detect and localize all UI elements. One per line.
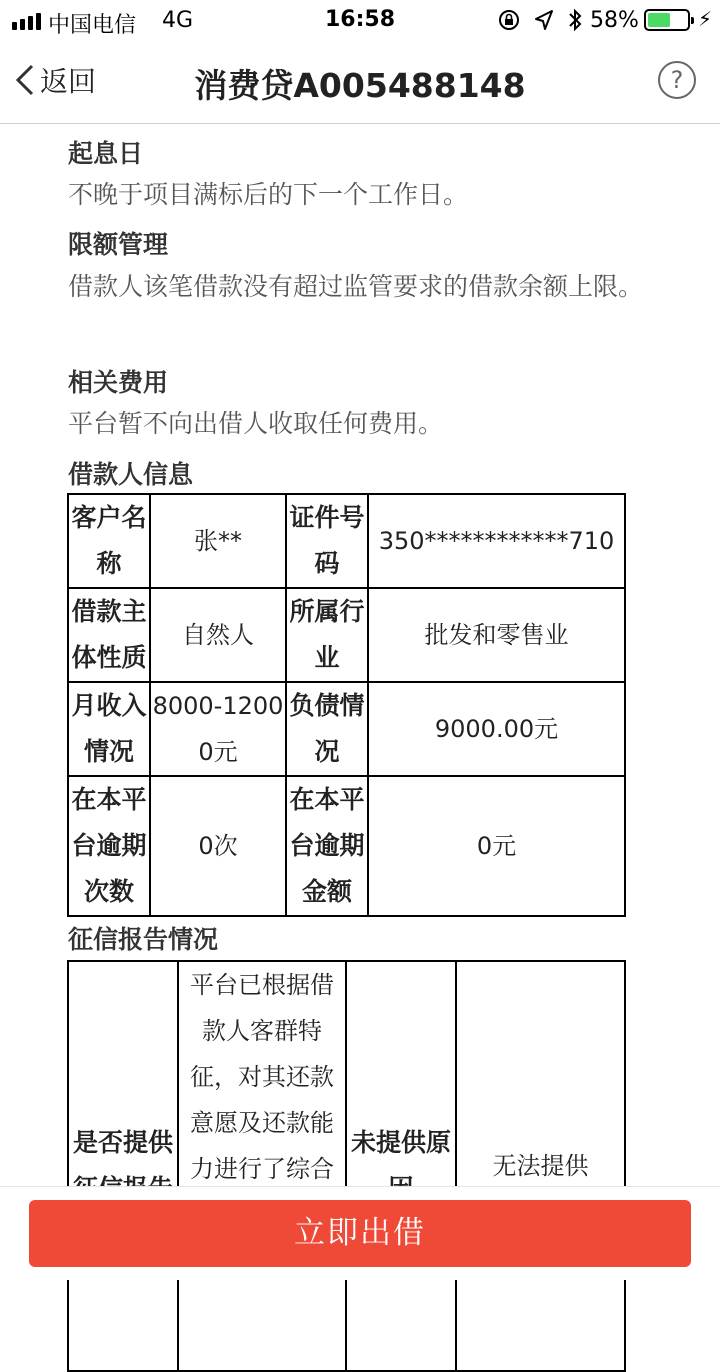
table-cell: 未提供原: [346, 961, 456, 1371]
table-cell: 在本平台逾期金额: [286, 776, 368, 916]
table-cell: 平台已根据借款人客群特征，对其还款意愿及还款能力进行了综合: [178, 961, 346, 1371]
interest-start-text: 不晚于项目满标后的下一个工作日。: [68, 180, 469, 209]
charging-icon: ⚡: [698, 7, 713, 31]
battery-icon: [644, 9, 690, 31]
nav-bar: [0, 40, 720, 124]
location-icon: [534, 9, 554, 37]
table-cell: 是否提供: [68, 961, 178, 1371]
loan-details[interactable]: [0, 124, 720, 1186]
bottom-bar: [0, 1186, 720, 1280]
credit-table: [67, 960, 626, 1372]
table-cell: 证件号码: [286, 494, 368, 588]
clock: 16:58: [324, 7, 396, 32]
table-cell: 月收入情况: [68, 682, 150, 776]
table-row: [68, 588, 625, 682]
fees-text: 平台暂不向出借人收取任何费用。: [68, 409, 444, 438]
bluetooth-icon: [568, 8, 582, 38]
credit-report-title: 征信报告情况: [68, 925, 219, 954]
help-icon[interactable]: ?: [658, 61, 696, 99]
table-cell: 所属行业: [286, 588, 368, 682]
borrower-table: [67, 493, 626, 917]
table-cell: 350************710: [368, 494, 625, 588]
table-cell: 8000-12000元: [150, 682, 286, 776]
lend-now-button[interactable]: 立即出借: [29, 1200, 691, 1267]
table-cell: 负债情况: [286, 682, 368, 776]
limit-title: 限额管理: [68, 230, 169, 259]
table-cell: 自然人: [150, 588, 286, 682]
network-type: 4G: [162, 8, 194, 33]
borrower-info-title: 借款人信息: [68, 460, 194, 489]
battery-percent: 58%: [590, 8, 639, 33]
table-cell: 批发和零售业: [368, 588, 625, 682]
back-label: 返回: [40, 65, 97, 98]
table-cell: 0元: [368, 776, 625, 916]
table-cell: 9000.00元: [368, 682, 625, 776]
carrier-name: 中国电信: [48, 13, 137, 38]
limit-text: 借款人该笔借款没有超过监管要求的借款余额上限。: [68, 272, 644, 301]
table-cell: 张**: [150, 494, 286, 588]
interest-start-title: 起息日: [68, 139, 144, 168]
table-row: [68, 961, 625, 1371]
orientation-lock-icon: [498, 9, 520, 37]
table-row: [68, 494, 625, 588]
table-row: [68, 776, 625, 916]
table-cell: 无法提供: [456, 961, 625, 1371]
page-title: 消费贷A005488148: [194, 66, 526, 105]
status-bar: [0, 0, 720, 40]
table-row: [68, 682, 625, 776]
table-cell: 0次: [150, 776, 286, 916]
table-cell: 在本平台逾期次数: [68, 776, 150, 916]
table-cell: 借款主体性质: [68, 588, 150, 682]
table-cell: 客户名称: [68, 494, 150, 588]
fees-title: 相关费用: [68, 368, 169, 397]
